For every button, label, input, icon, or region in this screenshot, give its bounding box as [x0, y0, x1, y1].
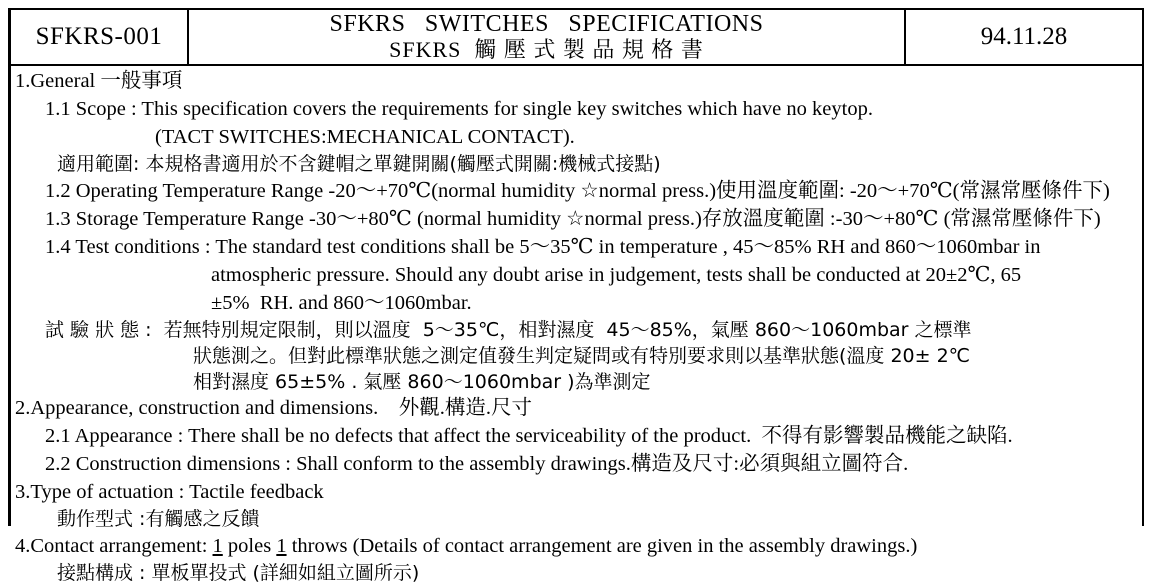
document-title-chinese: SFKRS 觸 壓 式 製 品 規 格 書 [389, 37, 704, 63]
clause-1-4-test-conditions: 1.4 Test conditions : The standard test conditions shall be 5〜35℃ in temperature , 45〜85% RH and 860〜1060mbar in [45, 235, 1041, 258]
clause-1-1-scope-chinese: 適用範圍: 本規格書適用於不含鍵帽之單鍵開關(觸壓式開關:機械式接點) [57, 152, 661, 175]
section-2-heading: 2.Appearance, construction and dimensions. 外觀.構造.尺寸 [15, 397, 532, 420]
section-4-heading [15, 533, 1136, 561]
clause-2-1-appearance: 2.1 Appearance : There shall be no defects that affect the serviceability of the product. 不得有影響製品機能之缺陷. [45, 425, 1013, 448]
document-id: SFKRS-001 [11, 10, 189, 64]
clause-1-4-test-conditions-cont2: ±5% RH. and 860〜1060mbar. [211, 291, 472, 314]
document-header-table [8, 8, 1144, 66]
section-3-heading: 3.Type of actuation : Tactile feedback [15, 481, 324, 504]
section-4-text-c: throws (Details of contact arrangement are given in the assembly drawings.) [286, 535, 918, 558]
document-body [8, 66, 1144, 585]
clause-1-1-scope: 1.1 Scope : This specification covers the requirements for single key switches which have no keytop. [45, 97, 873, 120]
clause-1-4-test-conditions-cont1: atmospheric pressure. Should any doubt arise in judgement, tests shall be conducted at 20±2℃, 65 [211, 263, 1022, 286]
section-3-chinese: 動作型式 :有觸感之反饋 [57, 508, 260, 531]
clause-1-4-chinese-cont1: 狀態測之。但對此標準狀態之測定值發生判定疑問或有特別要求則以基準狀態(溫度 20± 2℃ [193, 344, 971, 367]
section-4-text-a: 4.Contact arrangement: [15, 535, 213, 558]
clause-2-2-construction: 2.2 Construction dimensions : Shall conform to the assembly drawings.構造及尺寸:必須與組立圖符合. [45, 453, 909, 476]
section-4-poles-value: 1 [212, 535, 223, 558]
section-4-throws-value: 1 [276, 535, 287, 558]
section-4-chinese: 接點構成 : 單板單投式 (詳細如組立圖所示) [57, 562, 420, 585]
section-1-heading: 1.General 一般事項 [15, 70, 183, 92]
specification-document [0, 8, 1150, 585]
document-date: 94.11.28 [980, 23, 1068, 50]
clause-1-3-storage-temp: 1.3 Storage Temperature Range -30〜+80℃ (normal humidity ☆normal press.)存放溫度範圍 :-30〜+80℃ (常濕常壓條件下) [45, 207, 1101, 230]
document-title-english: SFKRS SWITCHES SPECIFICATIONS [329, 11, 764, 38]
clause-1-1-scope-cont: (TACT SWITCHES:MECHANICAL CONTACT). [155, 125, 575, 148]
clause-1-4-chinese-cont2: 相對濕度 65±5% . 氣壓 860〜1060mbar )為準測定 [193, 370, 651, 393]
section-4-text-b: poles [222, 535, 277, 558]
clause-1-2-operating-temp: 1.2 Operating Temperature Range -20〜+70℃(normal humidity ☆normal press.)使用溫度範圍: -20〜+70℃(常濕常壓條件下) [45, 179, 1110, 202]
clause-1-4-chinese: 試 驗 狀 態 : 若無特別規定限制，則以溫度 5〜35℃，相對濕度 45〜85%，氣壓 860〜1060mbar 之標準 [45, 318, 972, 341]
document-title [189, 10, 906, 64]
